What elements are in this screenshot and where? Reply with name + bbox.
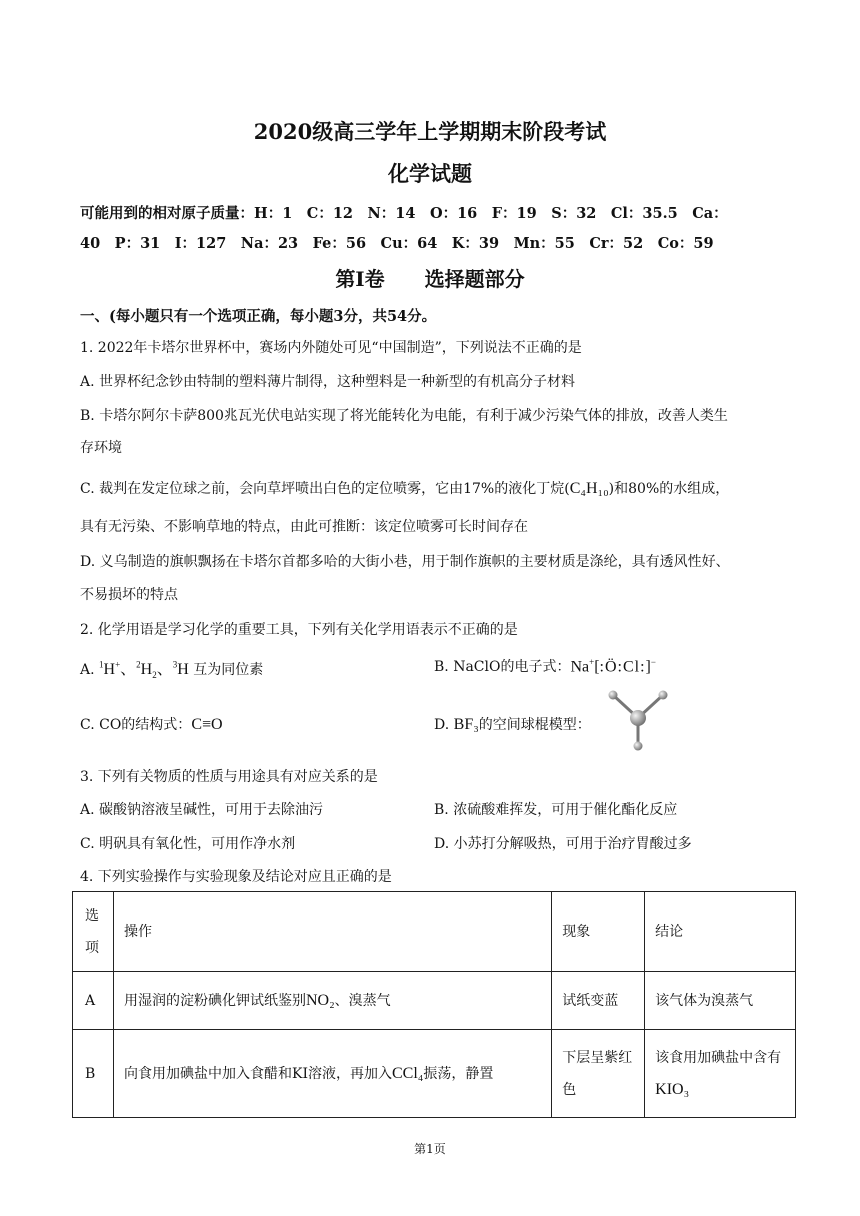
volume-title: 第Ⅰ卷 选择题部分 (335, 267, 525, 291)
q2-b-text: B. NaClO的电子式： (434, 659, 571, 675)
row-a-op-pre: 用湿润的淀粉碘化钾试纸鉴别 (123, 992, 306, 1009)
q2-option-d (434, 714, 591, 734)
q2-a-suffix: 互为同位素 (193, 662, 264, 678)
row-a-conclusion: 该气体为溴蒸气 (645, 972, 796, 1030)
q1-option-b-line1: B. 卡塔尔阿尔卡萨800兆瓦光伏电站实现了将光能转化为电能，有利于减少污染气体的排放，改善人类生 (80, 408, 728, 424)
table-row (73, 972, 796, 1030)
q2-c-text: C. CO的结构式： (80, 717, 192, 733)
header-phenomenon: 现象 (552, 892, 645, 972)
q1-option-d-line1: D. 义乌制造的旗帜飘扬在卡塔尔首都多哈的大街小巷，用于制作旗帜的主要材质是涤纶，具有透风性好、 (80, 554, 730, 570)
q2-stem: 2. 化学用语是学习化学的重要工具，下列有关化学用语表示不正确的是 (80, 622, 518, 638)
butane-formula: C₄H₁₀ (569, 480, 609, 497)
q3-stem: 3. 下列有关物质的性质与用途具有对应关系的是 (80, 769, 378, 785)
atomic-mass-line-2: 40 P：31 I：127 Na：23 Fe：56 Cu：64 K：39 Mn：55 Cr：52 Co：59 (80, 235, 714, 252)
row-a-option: A (73, 972, 114, 1030)
table-header-row (73, 892, 796, 972)
row-b-op-post: 振荡，静置 (423, 1065, 494, 1082)
exam-title: 2020级高三学年上学期期末阶段考试 (253, 119, 607, 144)
q2-option-c (80, 714, 223, 734)
no2-formula: NO₂ (305, 991, 335, 1009)
table-row (73, 1030, 796, 1118)
q4-table (72, 891, 796, 1118)
q3-option-b: B. 浓硫酸难挥发，可用于催化酯化反应 (434, 802, 678, 818)
row-b-op-pre: 向食用加碘盐中加入食醋和KI溶液，再加入 (123, 1065, 392, 1082)
q1-option-a: A. 世界杯纪念钞由特制的塑料薄片制得，这种塑料是一种新型的有机高分子材料 (80, 374, 576, 390)
q2-a-prefix: A. (80, 662, 100, 678)
bf3-ball-stick-model (605, 688, 675, 754)
row-b-conclusion-pre: 该食用加碘盐中含有 (655, 1049, 782, 1066)
q4-stem: 4. 下列实验操作与实验现象及结论对应且正确的是 (80, 869, 392, 885)
q2-option-b (434, 656, 656, 677)
q2-option-a (80, 656, 263, 680)
co-structural-formula: C≡O (191, 716, 223, 733)
page-footer: 第1页 (414, 1142, 446, 1156)
exam-subtitle: 化学试题 (388, 161, 472, 186)
row-b-phenomenon: 下层呈紫红色 (552, 1030, 645, 1118)
q1-option-c-line2: 具有无污染、不影响草地的特点，由此可推断：该定位喷雾可长时间存在 (80, 519, 528, 535)
row-a-operation (113, 972, 551, 1030)
row-a-phenomenon: 试纸变蓝 (552, 972, 645, 1030)
row-b-operation (113, 1030, 551, 1118)
header-operation: 操作 (113, 892, 551, 972)
section-title: 一、(每小题只有一个选项正确，每小题3分，共54分。 (80, 308, 437, 325)
q3-option-d: D. 小苏打分解吸热，可用于治疗胃酸过多 (434, 836, 692, 852)
hydrogen-isotopes-formula: $^1$H+、$^2H_2$、$^3$H (99, 659, 189, 681)
bf3-formula: BF₃ (453, 716, 479, 733)
q2-d-prefix: D. (434, 717, 454, 733)
atomic-mass-line-1: 可能用到的相对原子质量：H：1 C：12 N：14 O：16 F：19 S：32 Cl：35.5 Ca： (80, 205, 728, 222)
q1-option-d-line2: 不易损坏的特点 (80, 587, 178, 603)
naclo-electron-formula: Na+[:Ö:Cl:]− (570, 657, 656, 676)
q2-d-suffix: 的空间球棍模型： (478, 717, 591, 733)
row-b-conclusion (645, 1030, 796, 1118)
q3-option-c: C. 明矾具有氧化性，可用作净水剂 (80, 836, 296, 852)
q3-option-a: A. 碳酸钠溶液呈碱性，可用于去除油污 (80, 802, 324, 818)
q1-option-c-line1 (80, 478, 729, 498)
row-b-option: B (73, 1030, 114, 1118)
q1-c-text-post: )和80%的水组成， (608, 481, 730, 497)
ccl4-formula: CCl₄ (391, 1064, 424, 1082)
kio3-formula: KIO₃ (655, 1080, 690, 1098)
header-option: 选项 (73, 892, 114, 972)
q1-option-b-line2: 存环境 (80, 440, 122, 456)
header-conclusion: 结论 (645, 892, 796, 972)
q1-c-text-pre: C. 裁判在发定位球之前，会向草坪喷出白色的定位喷雾，它由17%的液化丁烷( (80, 481, 570, 497)
row-a-op-post: 、溴蒸气 (334, 992, 391, 1009)
q1-stem: 1. 2022年卡塔尔世界杯中，赛场内外随处可见“中国制造”，下列说法不正确的是 (80, 340, 582, 356)
